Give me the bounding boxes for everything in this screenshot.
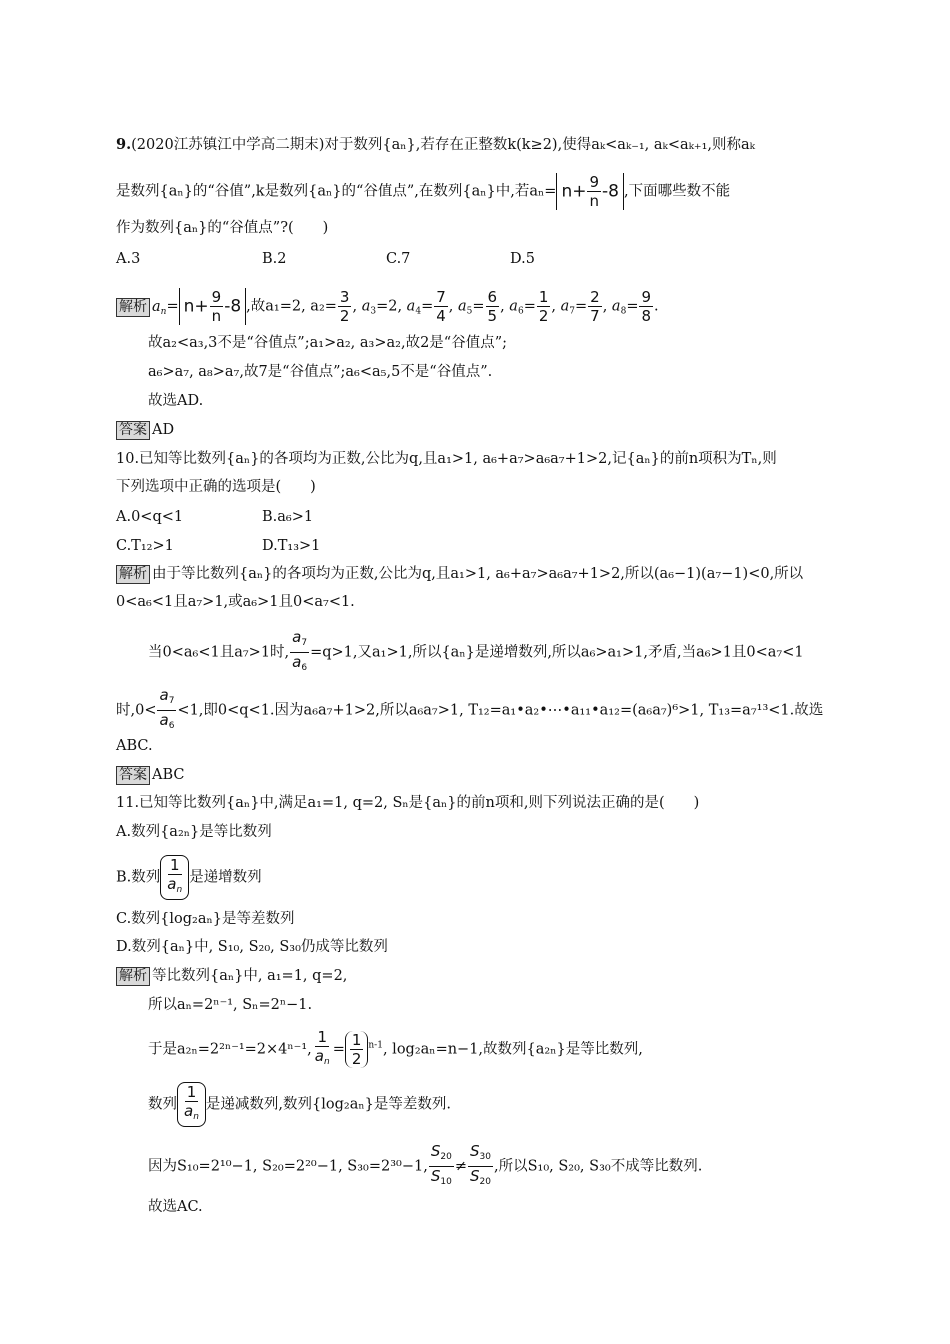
jiexi-tag: 解析 <box>116 967 150 986</box>
q11-option-a: A.数列{a₂ₙ}是等比数列 <box>116 824 272 840</box>
q9-option-d: D.5 <box>510 251 535 267</box>
q9-abs-expr: n+ $\frac{9}{n}$ -8 <box>556 173 624 210</box>
q11-solution-line1: 解析 等比数列{aₙ}中, a₁=1, q=2, <box>116 966 347 986</box>
q9-stem-line3: 作为数列{aₙ}的“谷值点”?( ) <box>116 220 329 236</box>
q10-option-d: D.T₁₃>1 <box>262 538 321 554</box>
q9-solution-line3: a₆>a₇, a₈>a₇,故7是“谷值点”;a₆<a₅,5不是“谷值点”. <box>148 364 493 380</box>
q10-answer: 答案 ABC <box>116 765 185 785</box>
q11-solution-line3: 于是a₂ₙ=2²ⁿ⁻¹=2×4ⁿ⁻¹, $\frac{1}{a_n}$ = $\frac{1}{2}$ $^{n-1}$, log₂aₙ=n−1,故数列{a₂ₙ}是等比数列, <box>148 1028 643 1068</box>
q11-option-b: B.数列 $\frac{1}{a_n}$ 是递增数列 <box>116 855 262 900</box>
q9-stem-line2: 是数列{aₙ}的“谷值”,k是数列{aₙ}的“谷值点”,在数列{aₙ}中,若aₙ= n+ $\frac{9}{n}$ -8 ,下面哪些数不能 <box>116 173 731 210</box>
q11-solution-line5: 因为S₁₀=2¹⁰−1, S₂₀=2²⁰−1, S₃₀=2³⁰−1, $\frac{S_{20}}{S_{10}}$ ≠ $\frac{S_{30}}{S_{20}}$ ,所以S₁₀, S₂₀, S₃₀不成等比数列. <box>148 1142 703 1187</box>
q9-solution-line1: 解析 $a_n= n+$ $\frac{9}{n}$ -8 ,故a₁=2, a₂= $\frac{3}{2}$ , $a_3=2$, $a_4=$ $\frac{7}{4}$ , $a_5=$ $\frac{6}{5}$ , $a_6=$ $\frac{1}{2}$ , $a_7=$ $\frac{2}{7}$ , $a_8=$ $\frac{9}{8}$ . <box>116 288 659 325</box>
q10-solution-line2: 0<a₆<1且a₇>1,或a₆>1且0<a₇<1. <box>116 594 355 610</box>
daan-tag: 答案 <box>116 421 150 440</box>
q10-solution-line4: 时,0< $\frac{a_7}{a_6}$ <1,即0<q<1.因为a₆a₇+1>2,所以a₆a₇>1, T₁₂=a₁•a₂•⋯•a₁₁•a₁₂=(a₆a₇)⁶>1, T₁₃=a₇¹³<1.故选 <box>116 686 824 731</box>
q10-solution-line5: ABC. <box>116 738 153 754</box>
q10-stem-line1: 10.已知等比数列{aₙ}的各项均为正数,公比为q,且a₁>1, a₆+a₇>a₆a₇+1>2,记{aₙ}的前n项积为Tₙ,则 <box>116 451 777 467</box>
q10-option-a: A.0<q<1 <box>116 509 184 525</box>
q10-option-c: C.T₁₂>1 <box>116 538 174 554</box>
q11-stem: 11.已知等比数列{aₙ}中,满足a₁=1, q=2, Sₙ是{aₙ}的前n项和,则下列说法正确的是( ) <box>116 795 700 811</box>
q11-solution-line6: 故选AC. <box>148 1199 203 1215</box>
q10-solution-line3: 当0<a₆<1且a₇>1时, $\frac{a_7}{a_6}$ =q>1,又a₁>1,所以{aₙ}是递增数列,所以a₆>a₁>1,矛盾,当a₆>1且0<a₇<1 <box>148 628 804 673</box>
daan-tag: 答案 <box>116 766 150 785</box>
q10-solution-line1: 解析 由于等比数列{aₙ}的各项均为正数,公比为q,且a₁>1, a₆+a₇>a₆a₇+1>2,所以(a₆−1)(a₇−1)<0,所以 <box>116 564 803 584</box>
q9-stem-line1: 9.(2020江苏镇江中学高二期末)对于数列{aₙ},若存在正整数k(k≥2),使得aₖ<aₖ₋₁, aₖ<aₖ₊₁,则称aₖ <box>116 136 755 153</box>
q9-option-c: C.7 <box>386 251 411 267</box>
jiexi-tag: 解析 <box>116 298 150 317</box>
q11-solution-line4: 数列 $\frac{1}{a_n}$ 是递减数列,数列{log₂aₙ}是等差数列. <box>148 1082 451 1127</box>
q10-stem-line2: 下列选项中正确的选项是( ) <box>116 479 316 495</box>
q9-solution-line4: 故选AD. <box>148 393 204 409</box>
q9-option-b: B.2 <box>262 251 287 267</box>
q9-solution-line2: 故a₂<a₃,3不是“谷值点”;a₁>a₂, a₃>a₂,故2是“谷值点”; <box>148 335 508 351</box>
q11-solution-line2: 所以aₙ=2ⁿ⁻¹, Sₙ=2ⁿ−1. <box>148 997 313 1013</box>
q9-answer: 答案 AD <box>116 420 174 440</box>
jiexi-tag: 解析 <box>116 565 150 584</box>
q11-option-d: D.数列{aₙ}中, S₁₀, S₂₀, S₃₀仍成等比数列 <box>116 939 388 955</box>
q11-option-c: C.数列{log₂aₙ}是等差数列 <box>116 911 295 927</box>
q10-option-b: B.a₆>1 <box>262 509 314 525</box>
q9-option-a: A.3 <box>116 251 141 267</box>
